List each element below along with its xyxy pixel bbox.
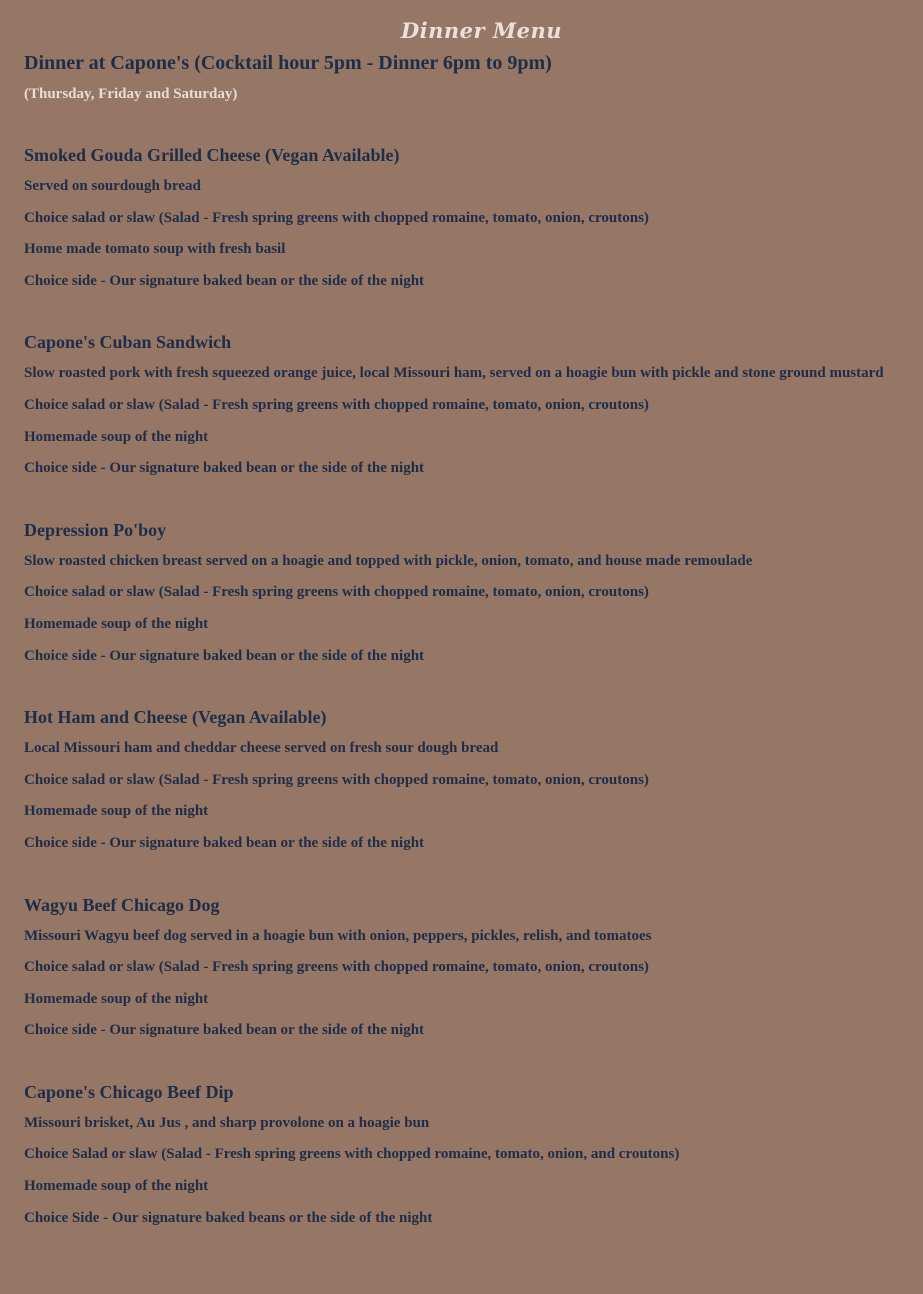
menu-items — [24, 139, 899, 1234]
menu-item — [24, 326, 899, 484]
menu-item-detail: Choice side - Our signature baked bean or the side of the night — [24, 1022, 425, 1039]
menu-item-detail: Choice salad or slaw (Salad - Fresh spring greens with chopped romaine, tomato, onion, croutons) — [24, 209, 649, 226]
menu-item-detail: Choice salad or slaw (Salad - Fresh spring greens with chopped romaine, tomato, onion, croutons) — [24, 396, 649, 413]
menu-item-title: Depression Po'boy — [24, 519, 167, 540]
menu-item — [24, 701, 899, 859]
menu-item-detail: Choice Salad or slaw (Salad - Fresh spring greens with chopped romaine, tomato, onion, and croutons) — [24, 1146, 680, 1163]
menu-item — [24, 889, 899, 1047]
menu-item — [24, 1076, 899, 1234]
menu-item-title: Capone's Cuban Sandwich — [24, 332, 232, 353]
menu-item-detail: Homemade soup of the night — [24, 803, 209, 820]
menu-item-title: Smoked Gouda Grilled Cheese (Vegan Available) — [24, 145, 400, 165]
menu-item-title: Capone's Chicago Beef Dip — [24, 1081, 234, 1102]
menu-item-detail: Missouri Wagyu beef dog served in a hoagie bun with onion, peppers, pickles, relish, and tomatoes — [24, 927, 652, 944]
page-title: Dinner at Capone's (Cocktail hour 5pm - Dinner 6pm to 9pm) — [24, 52, 552, 74]
menu-item-detail: Local Missouri ham and cheddar cheese served on fresh sour dough bread — [24, 740, 499, 757]
menu-item-detail: Choice salad or slaw (Salad - Fresh spring greens with chopped romaine, tomato, onion, croutons) — [24, 584, 649, 601]
menu-item — [24, 139, 899, 297]
menu-item-detail: Slow roasted pork with fresh squeezed orange juice, local Missouri ham, served on a hoagie bun with pickle and stone ground mustard — [24, 365, 884, 382]
menu-heading: Dinner Menu — [400, 18, 563, 43]
menu-item — [24, 514, 899, 672]
menu-item-title: Wagyu Beef Chicago Dog — [24, 894, 220, 915]
menu-item-detail: Missouri brisket, Au Jus , and sharp provolone on a hoagie bun — [24, 1114, 430, 1131]
menu-item-detail: Choice side - Our signature baked bean or the side of the night — [24, 272, 425, 289]
menu-item-detail: Choice side - Our signature baked bean or the side of the night — [24, 834, 425, 851]
menu-item-detail: Slow roasted chicken breast served on a hoagie and topped with pickle, onion, tomato, and house made remoulade — [24, 552, 753, 569]
menu-item-detail: Served on sourdough bread — [24, 178, 201, 194]
menu-item-detail: Homemade soup of the night — [24, 990, 209, 1007]
menu-item-detail: Choice side - Our signature baked bean or the side of the night — [24, 647, 425, 664]
menu-item-detail: Homemade soup of the night — [24, 615, 209, 632]
menu-item-detail: Homemade soup of the night — [24, 1178, 209, 1195]
menu-item-title: Hot Ham and Cheese (Vegan Available) — [24, 707, 327, 728]
menu-item-detail: Choice salad or slaw (Salad - Fresh spring greens with chopped romaine, tomato, onion, croutons) — [24, 959, 649, 976]
menu-item-detail: Homemade soup of the night — [24, 428, 209, 445]
menu-item-detail: Choice Side - Our signature baked beans or the side of the night — [24, 1209, 433, 1226]
menu-item-detail: Home made tomato soup with fresh basil — [24, 241, 286, 258]
page-subtitle: (Thursday, Friday and Saturday) — [24, 86, 238, 102]
menu-item-detail: Choice side - Our signature baked bean or the side of the night — [24, 460, 425, 477]
menu-item-detail: Choice salad or slaw (Salad - Fresh spring greens with chopped romaine, tomato, onion, croutons) — [24, 771, 649, 788]
